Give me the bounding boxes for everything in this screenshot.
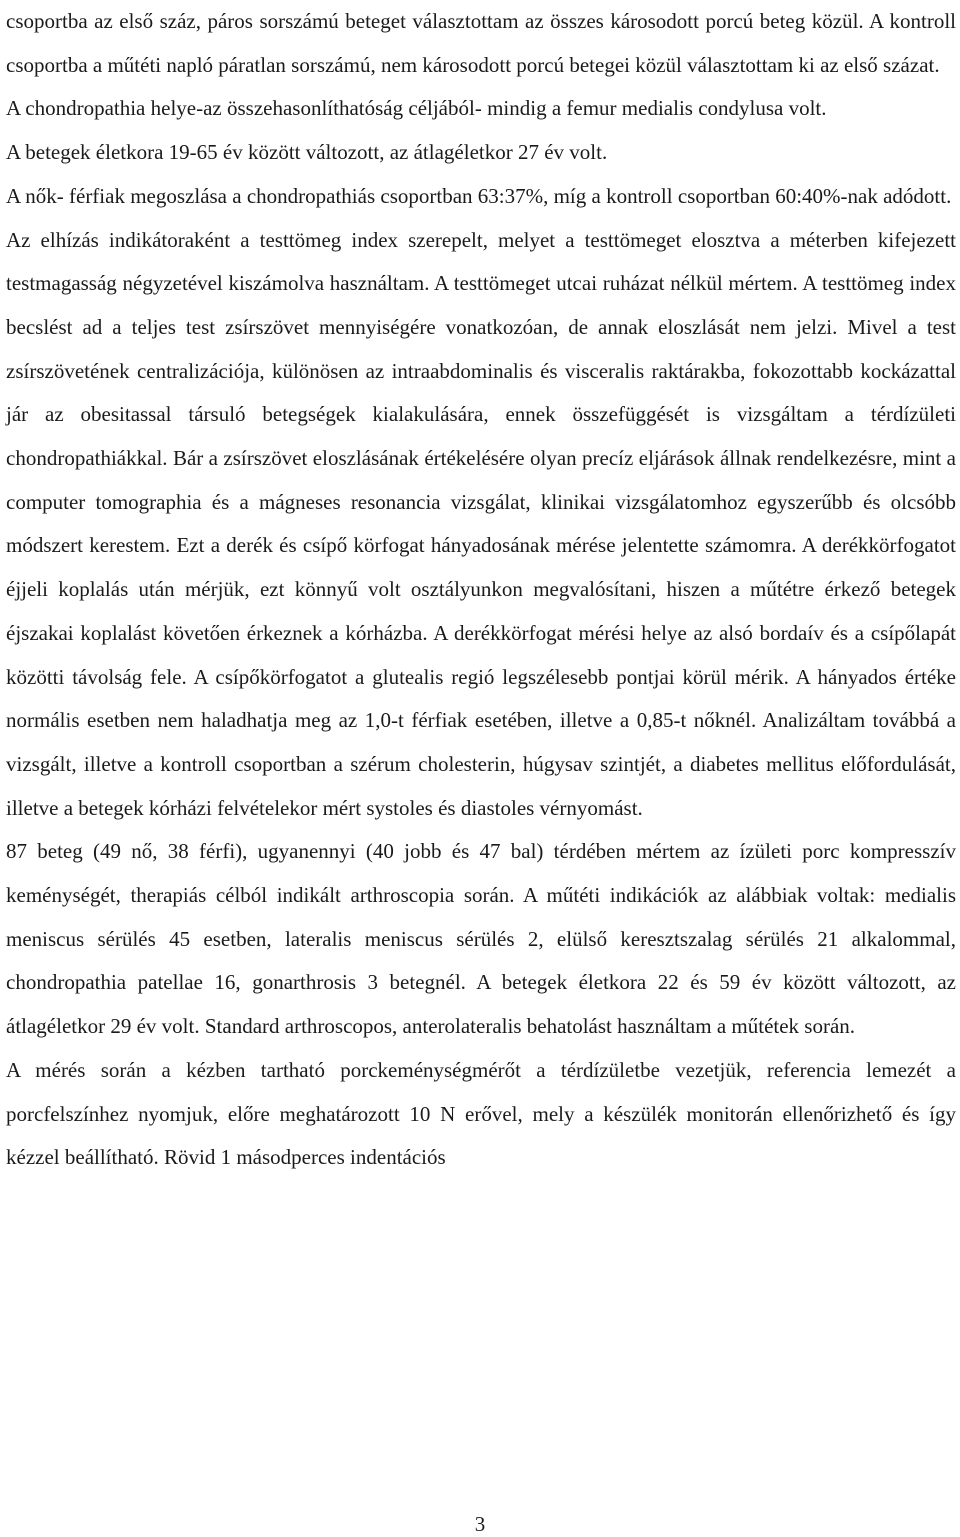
paragraph-patient-age: A betegek életkora 19-65 év között változott, az átlagéletkor 27 év volt.: [6, 140, 608, 165]
paragraph-obesity-indicators: Az elhízás indikátoraként a testtömeg index szerepelt, melyet a testtömeget elosztva a méterben kifejezett testmagasság négyzetével kiszámolva használtam. A testtömeget utcai ruházat nélkül mértem. A testtömeg index becslést ad a teljes test zsírszövet mennyiségére vonatkozóan, de annak eloszlását nem jelzi. Mivel a test zsírszövetének centralizációja, különösen az intraabdominalis és visceralis raktárakba, fokozottabb kockázattal jár az obesitassal társuló betegségek kialakulására, ennek összefüggését is vizsgáltam a térdízületi chondropathiákkal. Bár a zsírszövet eloszlásának értékelésére olyan precíz eljárások állnak rendelkezésre, mint a computer tomographia és a mágneses resonancia vizsgálat, klinikai vizsgálatomhoz egyszerűbb és olcsóbb módszert kerestem. Ezt a derék és csípő körfogat hányadosának mérése jelentette számomra. A derékkörfogatot éjjeli koplalás után mérjük, ezt könnyű volt osztályunkon megvalósítani, hiszen a műtétre érkező betegek éjszakai koplalást követően érkeznek a kórházba. A derékkörfogat mérési helye az alsó bordaív és a csípőlapát közötti távolság fele. A csípőkörfogatot a glutealis regió legszélesebb pontjai körül mérik. A hányados értéke normális esetben nem haladhatja meg az 1,0-t férfiak esetében, illetve a 0,85-t nőknél. Analizáltam továbbá a vizsgált, illetve a kontroll csoportban a szérum cholesterin, húgysav szintjét, a diabetes mellitus előfordulását, illetve a betegek kórházi felvételekor mért systoles és diastoles vérnyomást.: [6, 227, 956, 820]
paragraph-cartilage-measurement: 87 beteg (49 nő, 38 férfi), ugyanennyi (40 jobb és 47 bal) térdében mértem az ízületi porc kompresszív keménységét, therapiás célból indikált arthroscopia során. A műtéti indikációk az alábbiak voltak: medialis meniscus sérülés 45 esetben, lateralis meniscus sérülés 2, elülső keresztszalag sérülés 21 alkalommal, chondropathia patellae 16, gonarthrosis 3 betegnél. A betegek életkora 22 és 59 év között változott, az átlagéletkor 29 év volt. Standard arthroscopos, anterolateralis behatolást használtam a műtétek során.: [6, 839, 956, 1039]
page-number: 3: [474, 1512, 486, 1536]
paragraph-sex-distribution: A nők- férfiak megoszlása a chondropathiás csoportban 63:37%, míg a kontroll csoportban 60:40%-nak adódott.: [6, 183, 952, 208]
paragraph-measurement-procedure: A mérés során a kézben tartható porckeménységmérőt a térdízületbe vezetjük, referencia lemezét a porcfelszínhez nyomjuk, előre meghatározott 10 N erővel, mely a készülék monitorán ellenőrizhető és így kézzel beállítható. Rövid 1 másodperces indentációs: [6, 1057, 956, 1170]
paragraph-control-group: csoportba az első száz, páros sorszámú beteget választottam az összes károsodott porcú beteg közül. A kontroll csoportba a műtéti napló páratlan sorszámú, nem károsodott porcú betegei közül választottam ki az első százat.: [6, 9, 956, 77]
paragraph-chondropathia-location: A chondropathia helye-az összehasonlíthatóság céljából- mindig a femur medialis condylusa volt.: [6, 96, 827, 121]
document-body: [6, 0, 956, 1180]
